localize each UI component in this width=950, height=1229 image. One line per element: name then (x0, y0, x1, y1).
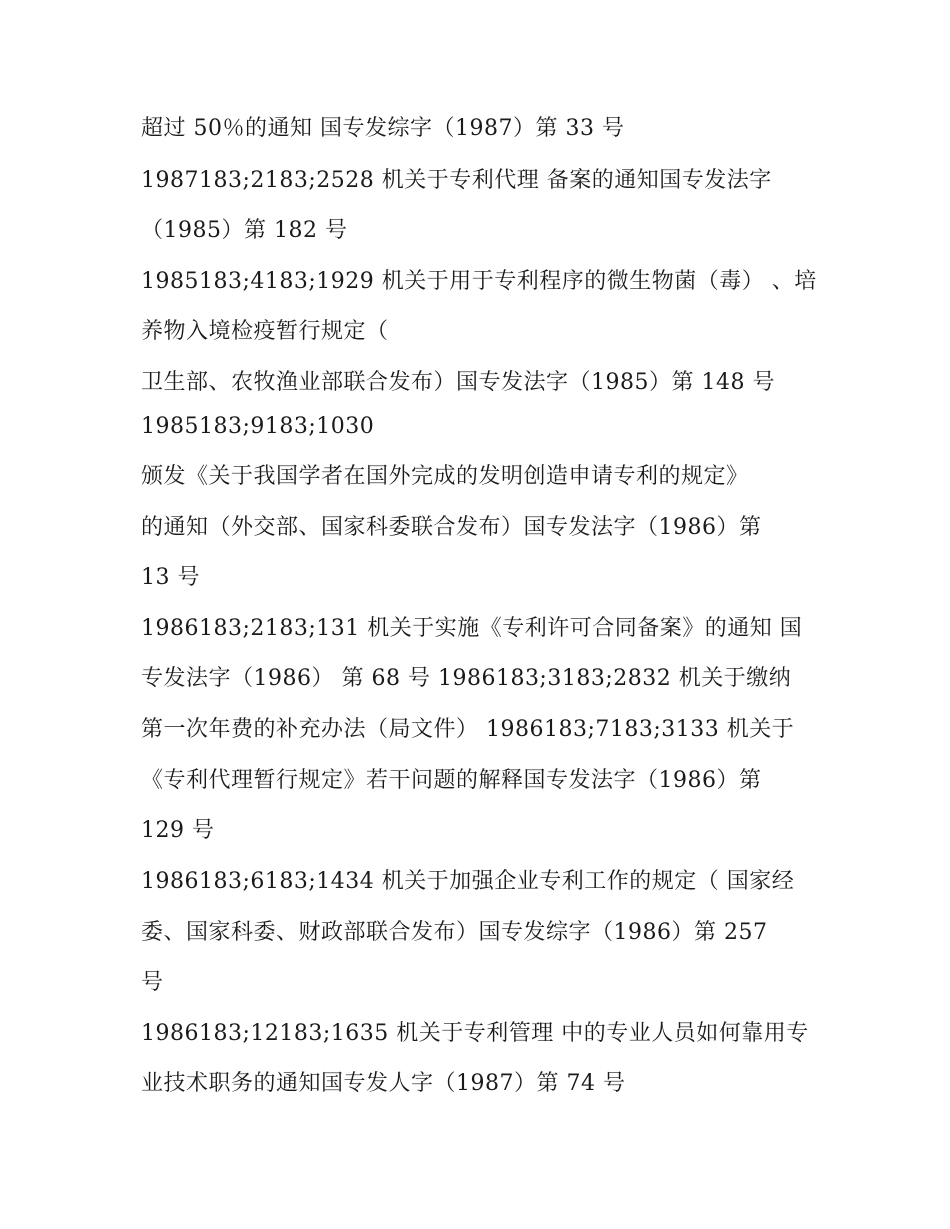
text-line-19: 1986183;12183;1635 机关于专利管理 中的专业人员如何靠用专 (141, 1021, 809, 1046)
text-line-1: 超过 50％的通知 国专发综字（1987）第 33 号 (141, 116, 625, 141)
text-line-12: 专发法字（1986） 第 68 号 1986183;3183;2832 机关于缴纳 (141, 666, 792, 691)
text-line-14: 《专利代理暂行规定》若干问题的解释国专发法字（1986）第 (141, 768, 762, 793)
text-line-3: （1985）第 182 号 (141, 218, 348, 243)
text-line-4: 1985183;4183;1929 机关于用于专利程序的微生物菌（毒） 、培 (141, 269, 817, 294)
text-line-17: 委、国家科委、财政部联合发布）国专发综字（1986）第 257 (141, 920, 768, 945)
text-line-5: 养物入境检疫暂行规定（ (141, 319, 389, 344)
text-line-6: 卫生部、农牧渔业部联合发布）国专发法字（1985）第 148 号 (141, 370, 775, 395)
text-line-9: 的通知（外交部、国家科委联合发布）国专发法字（1986）第 (141, 515, 762, 540)
text-line-16: 1986183;6183;1434 机关于加强企业专利工作的规定（ 国家经 (141, 869, 795, 894)
text-line-7: 1985183;9183;1030 (141, 414, 375, 439)
text-line-18: 号 (141, 970, 164, 995)
text-line-2: 1987183;2183;2528 机关于专利代理 备案的通知国专发法字 (141, 168, 772, 193)
text-line-10: 13 号 (141, 565, 200, 590)
text-line-13: 第一次年费的补充办法（局文件） 1986183;7183;3133 机关于 (141, 717, 795, 742)
text-line-20: 业技术职务的通知国专发人字（1987）第 74 号 (141, 1071, 626, 1096)
text-line-8: 颁发《关于我国学者在国外完成的发明创造申请专利的规定》 (141, 464, 749, 489)
text-line-11: 1986183;2183;131 机关于实施《专利许可合同备案》的通知 国 (141, 616, 803, 641)
text-line-15: 129 号 (141, 818, 215, 843)
